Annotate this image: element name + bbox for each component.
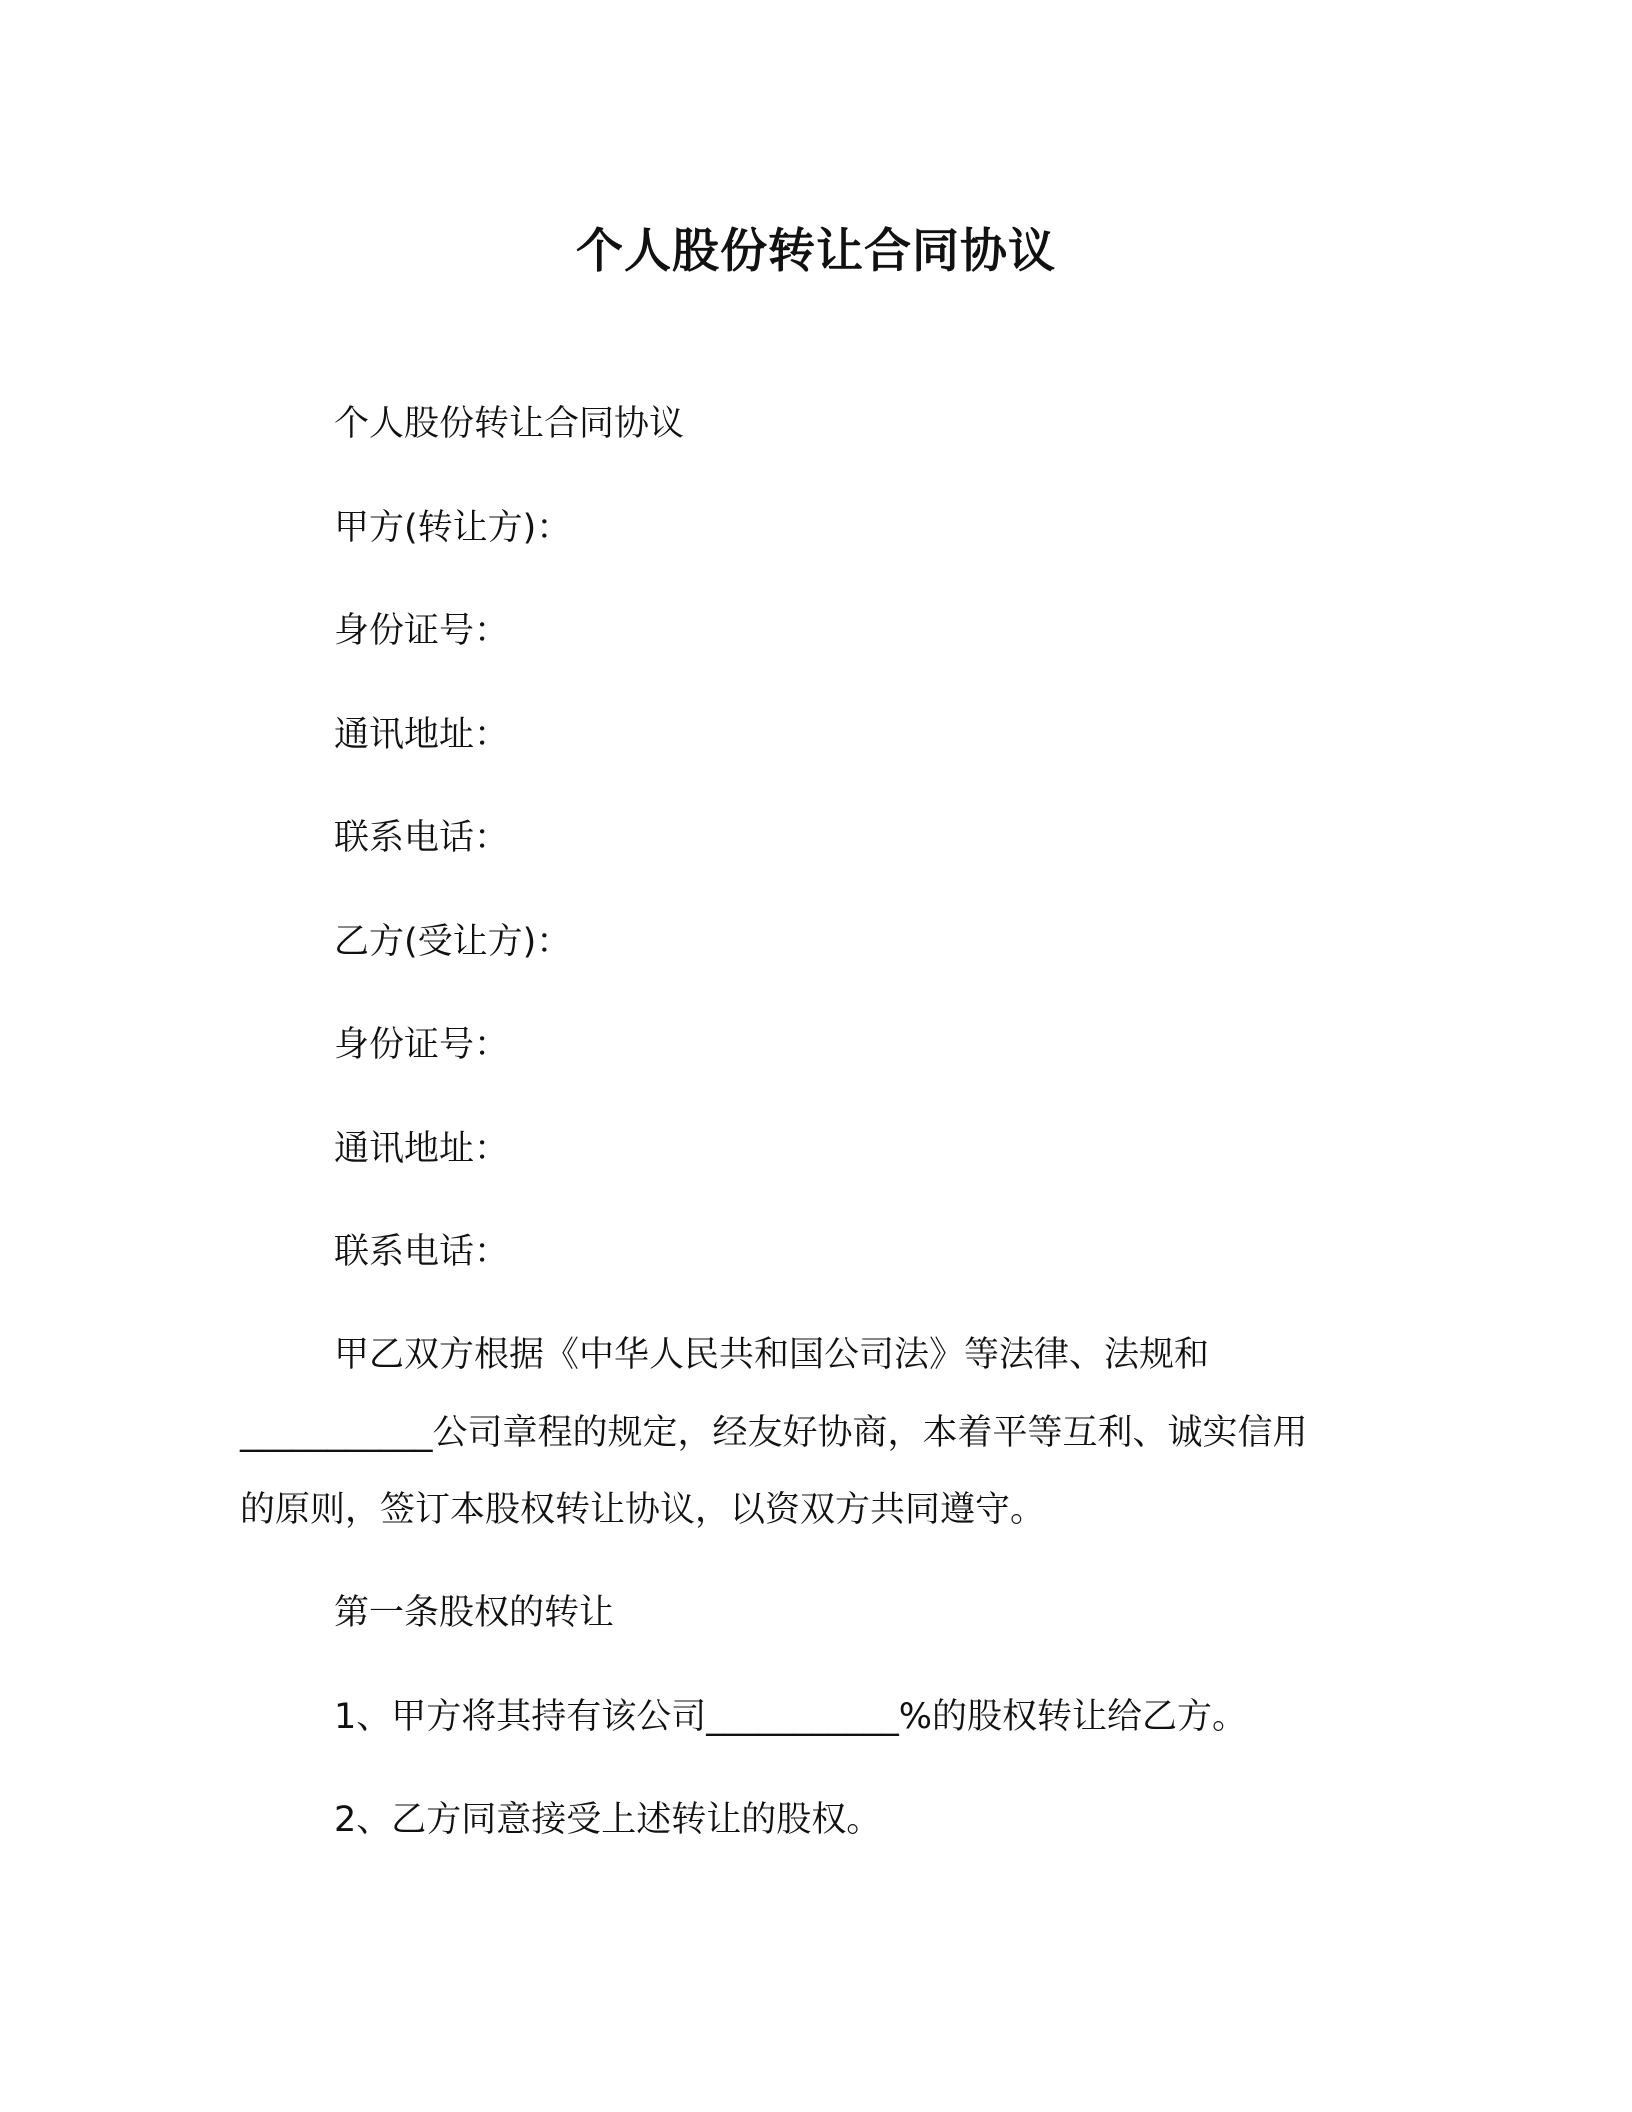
party-b-label: 乙方(受让方)： [334, 922, 572, 962]
party-b-address-label: 通讯地址： [334, 1129, 510, 1169]
party-a-address-label: 通讯地址： [334, 715, 510, 755]
party-b-phone-label: 联系电话： [334, 1232, 510, 1272]
article-1-heading: 第一条股权的转让 [334, 1593, 615, 1633]
preamble-line-2: ___________公司章程的规定，经友好协商，本着平等互利、诚实信用 [240, 1413, 1308, 1453]
party-b-id-label: 身份证号： [334, 1025, 510, 1065]
preamble-line-1: 甲乙双方根据《中华人民共和国公司法》等法律、法规和 [334, 1335, 1210, 1375]
article-1-clause-1: 1、甲方将其持有该公司___________%的股权转让给乙方。 [334, 1697, 1248, 1737]
document-subtitle: 个人股份转让合同协议 [334, 404, 685, 444]
party-a-label: 甲方(转让方)： [334, 508, 572, 548]
party-a-id-label: 身份证号： [334, 611, 510, 651]
article-1-clause-2: 2、乙方同意接受上述转让的股权。 [334, 1800, 882, 1840]
document-title: 个人股份转让合同协议 [576, 224, 1056, 279]
preamble-line-3: 的原则，签订本股权转让协议，以资双方共同遵守。 [240, 1490, 1046, 1530]
party-a-phone-label: 联系电话： [334, 818, 510, 858]
